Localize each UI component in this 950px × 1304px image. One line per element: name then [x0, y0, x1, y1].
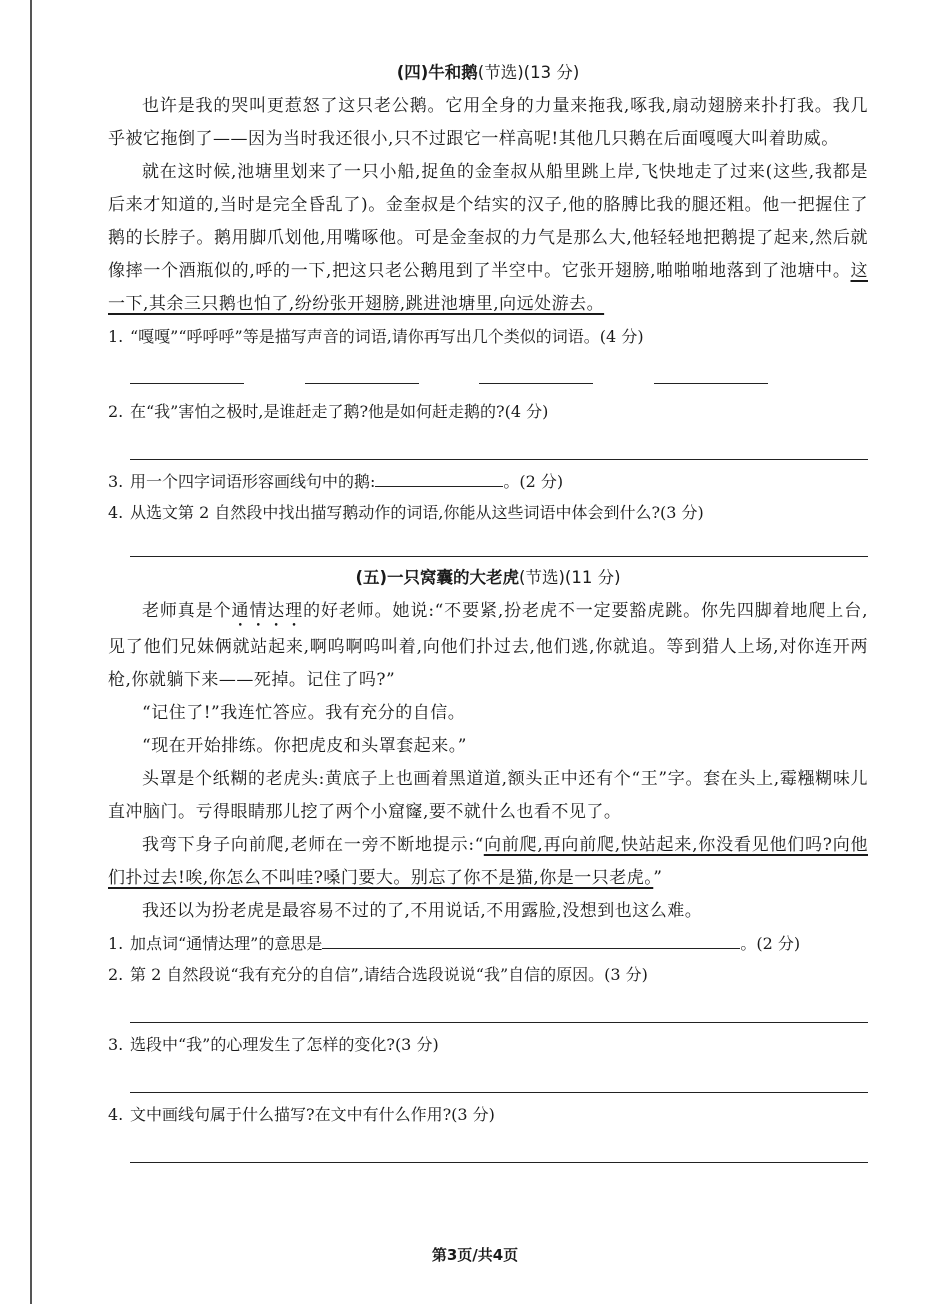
- section5-title-note: (节选): [519, 568, 565, 587]
- section4-q2-answer-line[interactable]: [130, 427, 868, 460]
- question-text: 第 2 自然段说“我有充分的自信”,请结合选段说说“我”自信的原因。(3 分): [130, 965, 648, 984]
- question-number: 4.: [108, 1105, 124, 1124]
- section5-title-text: (五)一只窝囊的大老虎: [355, 568, 520, 587]
- section5-paragraph-5: 我弯下身子向前爬,老师在一旁不断地提示:“向前爬,再向前爬,快站起来,你没看见他们吗?向他们扑过去!唉,你怎么不叫哇?嗓门要大。别忘了你不是猫,你是一只老虎。”: [108, 835, 868, 888]
- section4-q4-answer-line[interactable]: [130, 528, 868, 557]
- section4-paragraph-2-main: 就在这时候,池塘里划来了一只小船,捉鱼的金奎叔从船里跳上岸,飞快地走了过来(这些,我都是后来才知道的,当时是完全昏乱了)。金奎叔是个结实的汉子,他的胳膊比我的腿还粗。他一把握住了鹅的长脖子。鹅用脚爪划他,用嘴啄他。可是金奎叔的力气是那么大,他轻轻地把鹅提了起来,然后就像摔一个酒瓶似的,呼的一下,把这只老公鹅甩到了半空中。它张开翅膀,啪啪啪地落到了池塘中。: [108, 162, 868, 281]
- question-text: 用一个四字词语形容画线句中的鹅:: [130, 472, 376, 491]
- section4-question-4: [108, 497, 868, 528]
- section5-paragraph-1: 老师真是个通情达理的好老师。她说:“不要紧,扮老虎不一定要豁虎跳。你先四脚着地爬上台,见了他们兄妹俩就站起来,啊呜啊呜叫着,向他们扑过去,他们逃,你就追。等到猎人上场,对你连开两枪,你就躺下来——死掉。记住了吗?”: [108, 601, 868, 690]
- page-number: 第3页/共4页: [431, 1246, 519, 1264]
- section5-question-3: [108, 1029, 868, 1060]
- question-text: “嘎嘎”“呼呼呼”等是描写声音的词语,请你再写出几个类似的词语。(4 分): [130, 327, 644, 346]
- section5-underlined-sentence: 向前爬,再向前爬,快站起来,你没看见他们吗?向他们扑过去!唉,你怎么不叫哇?嗓门要大。别忘了你不是猫,你是一只老虎。: [108, 835, 868, 888]
- question-text: 从选文第 2 自然段中找出描写鹅动作的词语,你能从这些词语中体会到什么?(3 分): [130, 503, 704, 522]
- section5-paragraph-6: 我还以为扮老虎是最容易不过的了,不用说话,不用露脸,没想到也这么难。: [142, 901, 703, 921]
- answer-blank[interactable]: [654, 365, 768, 384]
- section5-title: [108, 563, 868, 593]
- question-score: 。(2 分): [503, 472, 564, 491]
- section5-paragraph-4: 头罩是个纸糊的老虎头:黄底子上也画着黑道道,额头正中还有个“王”字。套在头上,霉糨糊味儿直冲脑门。亏得眼睛那儿挖了两个小窟窿,要不就什么也看不见了。: [108, 769, 868, 822]
- question-number: 2.: [108, 965, 124, 984]
- question-number: 3.: [108, 1035, 124, 1054]
- question-number: 4.: [108, 503, 124, 522]
- section4-title-text: (四)牛和鹅: [396, 63, 478, 82]
- section4-score: (13 分): [523, 63, 580, 82]
- section4-title-note: (节选): [477, 63, 524, 82]
- exam-page: [108, 58, 868, 1163]
- section4-q3-answer-blank[interactable]: [375, 466, 503, 487]
- section5-question-4: [108, 1099, 868, 1130]
- answer-blank[interactable]: [305, 365, 419, 384]
- section4-paragraph-2: [108, 156, 868, 321]
- question-number: 1.: [108, 327, 124, 346]
- section5-q4-answer-line[interactable]: [130, 1130, 868, 1163]
- section5-question-1: [108, 928, 868, 959]
- section5-paragraph-2: “记住了!”我连忙答应。我有充分的自信。: [142, 703, 466, 723]
- section4-underlined-sentence: 这一下,其余三只鹅也怕了,纷纷张开翅膀,跳进池塘里,向远处游去。: [108, 261, 868, 314]
- section5-question-2: [108, 959, 868, 990]
- section4-title: [108, 58, 868, 88]
- question-text: 加点词“通情达理”的意思是: [130, 934, 323, 953]
- dotted-word: 通情达理: [231, 601, 304, 621]
- question-text: 文中画线句属于什么描写?在文中有什么作用?(3 分): [130, 1105, 495, 1124]
- section4-question-3: [108, 466, 868, 497]
- question-score: 。(2 分): [740, 934, 801, 953]
- question-number: 3.: [108, 472, 124, 491]
- section5-q1-answer-blank[interactable]: [322, 928, 740, 949]
- question-number: 2.: [108, 402, 124, 421]
- section5-score: (11 分): [564, 568, 621, 587]
- section4-q1-answer-blanks: [108, 352, 868, 396]
- section4-question-1: [108, 321, 868, 352]
- question-text: 在“我”害怕之极时,是谁赶走了鹅?他是如何赶走鹅的?(4 分): [130, 402, 549, 421]
- section4-question-2: [108, 396, 868, 427]
- answer-blank[interactable]: [130, 365, 244, 384]
- section4-paragraph-1: 也许是我的哭叫更惹怒了这只老公鹅。它用全身的力量来拖我,啄我,扇动翅膀来扑打我。我几乎被它拖倒了——因为当时我还很小,只不过跟它一样高呢!其他几只鹅在后面嘎嘎大叫着助威。: [108, 96, 868, 149]
- section5-q3-answer-line[interactable]: [130, 1060, 868, 1093]
- answer-blank[interactable]: [479, 365, 593, 384]
- question-number: 1.: [108, 934, 124, 953]
- question-text: 选段中“我”的心理发生了怎样的变化?(3 分): [130, 1035, 439, 1054]
- section5-paragraph-3: “现在开始排练。你把虎皮和头罩套起来。”: [142, 736, 467, 756]
- section5-q2-answer-line[interactable]: [130, 990, 868, 1023]
- binding-margin-line: [30, 0, 32, 1304]
